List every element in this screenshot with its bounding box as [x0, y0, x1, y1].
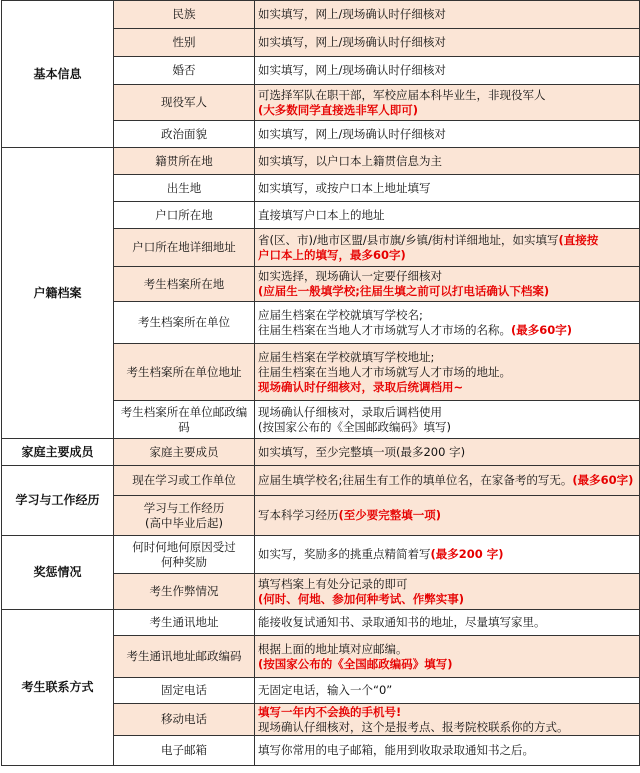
- instruction-text: 往届生档案在当地人才市场就写人才市场的地址。: [258, 364, 511, 379]
- instruction-text: 填写你常用的电子邮箱，能用到收取录取通知书之后。: [258, 743, 534, 757]
- instruction-text: 现场确认仔细核对，录取后调档使用: [258, 404, 442, 419]
- field-instruction: [255, 85, 640, 121]
- section-header-study: 学习与工作经历: [2, 466, 114, 536]
- field-name: 学习与工作经历 (高中毕业后起): [114, 496, 255, 536]
- instruction-text: 应届生档案在学校就填写学校名;: [258, 307, 423, 322]
- field-instruction: [255, 175, 640, 202]
- instruction-text: (按国家公布的《全国邮政编码》填写): [258, 419, 451, 434]
- field-name: 现役军人: [114, 85, 255, 121]
- field-name: 考生通讯地址: [114, 610, 255, 636]
- table-row: [2, 610, 640, 636]
- instruction-text: 如实填写，网上/现场确认时仔细核对: [258, 126, 446, 141]
- instruction-text: 填写档案上有处分记录的即可: [258, 576, 408, 591]
- highlight-note: (最多60字): [511, 322, 573, 337]
- field-name: 电子邮箱: [114, 736, 255, 766]
- instruction-text: 根据上面的地址填对应邮编。: [258, 641, 408, 656]
- instruction-text: 能接收复试通知书、录取通知书的地址，尽量填写家里。: [258, 615, 546, 629]
- field-name: 现在学习或工作单位: [114, 466, 255, 496]
- instruction-text: 如实填写，或按户口本上地址填写: [258, 180, 431, 195]
- highlight-note: 户口本上的填写，最多60字): [258, 247, 406, 262]
- field-instruction: [255, 121, 640, 148]
- field-instruction: [255, 148, 640, 175]
- highlight-note: (至少要完整填一项): [338, 508, 442, 522]
- field-name: 何时何地何原因受过 何种奖励: [114, 536, 255, 574]
- instruction-text: 无固定电话，输入一个“0”: [258, 683, 393, 697]
- field-name: 移动电话: [114, 704, 255, 736]
- highlight-note: (最多60字): [572, 473, 634, 487]
- highlight-note: 现场确认时仔细核对，录取后统调档用~: [258, 379, 464, 394]
- field-instruction: [255, 229, 640, 267]
- instruction-text: 如实填写，网上/现场确认时仔细核对: [258, 35, 446, 49]
- field-instruction: [255, 636, 640, 678]
- instruction-text: 如实填写，至少完整填一项(最多200 字): [258, 444, 466, 459]
- field-instruction: [255, 704, 640, 736]
- field-instruction: [255, 302, 640, 344]
- field-name: 户口所在地: [114, 202, 255, 229]
- field-name: 出生地: [114, 175, 255, 202]
- field-instruction: [255, 610, 640, 636]
- registration-guide-table: [1, 0, 640, 766]
- instruction-text: 直接填写户口本上的地址: [258, 207, 385, 222]
- field-name: 户口所在地详细地址: [114, 229, 255, 267]
- field-name: 考生通讯地址邮政编码: [114, 636, 255, 678]
- instruction-text: 如实填写，网上/现场确认时仔细核对: [258, 7, 446, 21]
- table-row: [2, 1, 640, 29]
- field-name: 家庭主要成员: [114, 439, 255, 466]
- instruction-text: 如实填写，网上/现场确认时仔细核对: [258, 63, 446, 77]
- field-instruction: [255, 466, 640, 496]
- instruction-text: 现场确认仔细核对，这个是报考点、报考院校联系你的方式。: [258, 719, 569, 734]
- field-instruction: [255, 736, 640, 766]
- section-header-household: 户籍档案: [2, 148, 114, 439]
- highlight-note: (直接按: [558, 232, 599, 247]
- highlight-note: 填写一年内不会换的手机号!: [258, 704, 402, 719]
- field-name: 籍贯所在地: [114, 148, 255, 175]
- field-instruction: [255, 678, 640, 704]
- field-instruction: [255, 536, 640, 574]
- field-name: 考生档案所在地: [114, 267, 255, 302]
- instruction-text: 往届生档案在当地人才市场就写人才市场的名称。: [258, 322, 511, 337]
- section-header-family: 家庭主要成员: [2, 439, 114, 466]
- field-name: 政治面貌: [114, 121, 255, 148]
- instruction-text: 应届生填学校名;往届生有工作的填单位名，在家备考的写无。: [258, 473, 573, 487]
- field-name: 固定电话: [114, 678, 255, 704]
- instruction-text: 如实填写，以户口本上籍贯信息为主: [258, 153, 442, 168]
- field-instruction: [255, 344, 640, 401]
- section-header-basic: 基本信息: [2, 1, 114, 148]
- table-row: [2, 439, 640, 466]
- table-row: [2, 148, 640, 175]
- field-name: 婚否: [114, 57, 255, 85]
- highlight-note: (大多数同学直接选非军人即可): [258, 102, 419, 117]
- highlight-note: (按国家公布的《全国邮政编码》填写): [258, 656, 453, 671]
- table-row: [2, 466, 640, 496]
- field-instruction: [255, 439, 640, 466]
- table-row: [2, 536, 640, 574]
- field-name: 考生档案所在单位地址: [114, 344, 255, 401]
- highlight-note: (最多200 字): [430, 547, 504, 561]
- instruction-text: 写本科学习经历: [258, 508, 339, 522]
- field-name: 考生档案所在单位邮政编码: [114, 401, 255, 439]
- page-edge: [0, 768, 640, 773]
- section-header-contact: 考生联系方式: [2, 610, 114, 766]
- instruction-text: 省(区、市)/地市区盟/县市旗/乡镇/街村详细地址，如实填写: [258, 232, 559, 247]
- field-instruction: [255, 57, 640, 85]
- field-instruction: [255, 401, 640, 439]
- field-name: 考生作弊情况: [114, 574, 255, 610]
- field-instruction: [255, 1, 640, 29]
- field-name: 性别: [114, 29, 255, 57]
- field-instruction: [255, 202, 640, 229]
- field-instruction: [255, 29, 640, 57]
- instruction-text: 如实选择，现场确认一定要仔细核对: [258, 269, 442, 283]
- section-header-award: 奖惩情况: [2, 536, 114, 610]
- instruction-text: 如实写，奖励多的挑重点精简着写: [258, 547, 431, 561]
- instruction-text: 应届生档案在学校就填写学校地址;: [258, 349, 435, 364]
- highlight-note: (何时、何地、参加何种考试、作弊实事): [258, 591, 465, 606]
- field-name: 考生档案所在单位: [114, 302, 255, 344]
- instruction-text: 可选择军队在职干部，军校应届本科毕业生，非现役军人: [258, 87, 546, 102]
- field-instruction: [255, 496, 640, 536]
- highlight-note: (应届生一般填学校;往届生填之前可以打电话确认下档案): [258, 284, 550, 298]
- field-instruction: [255, 574, 640, 610]
- field-name: 民族: [114, 1, 255, 29]
- field-instruction: [255, 267, 640, 302]
